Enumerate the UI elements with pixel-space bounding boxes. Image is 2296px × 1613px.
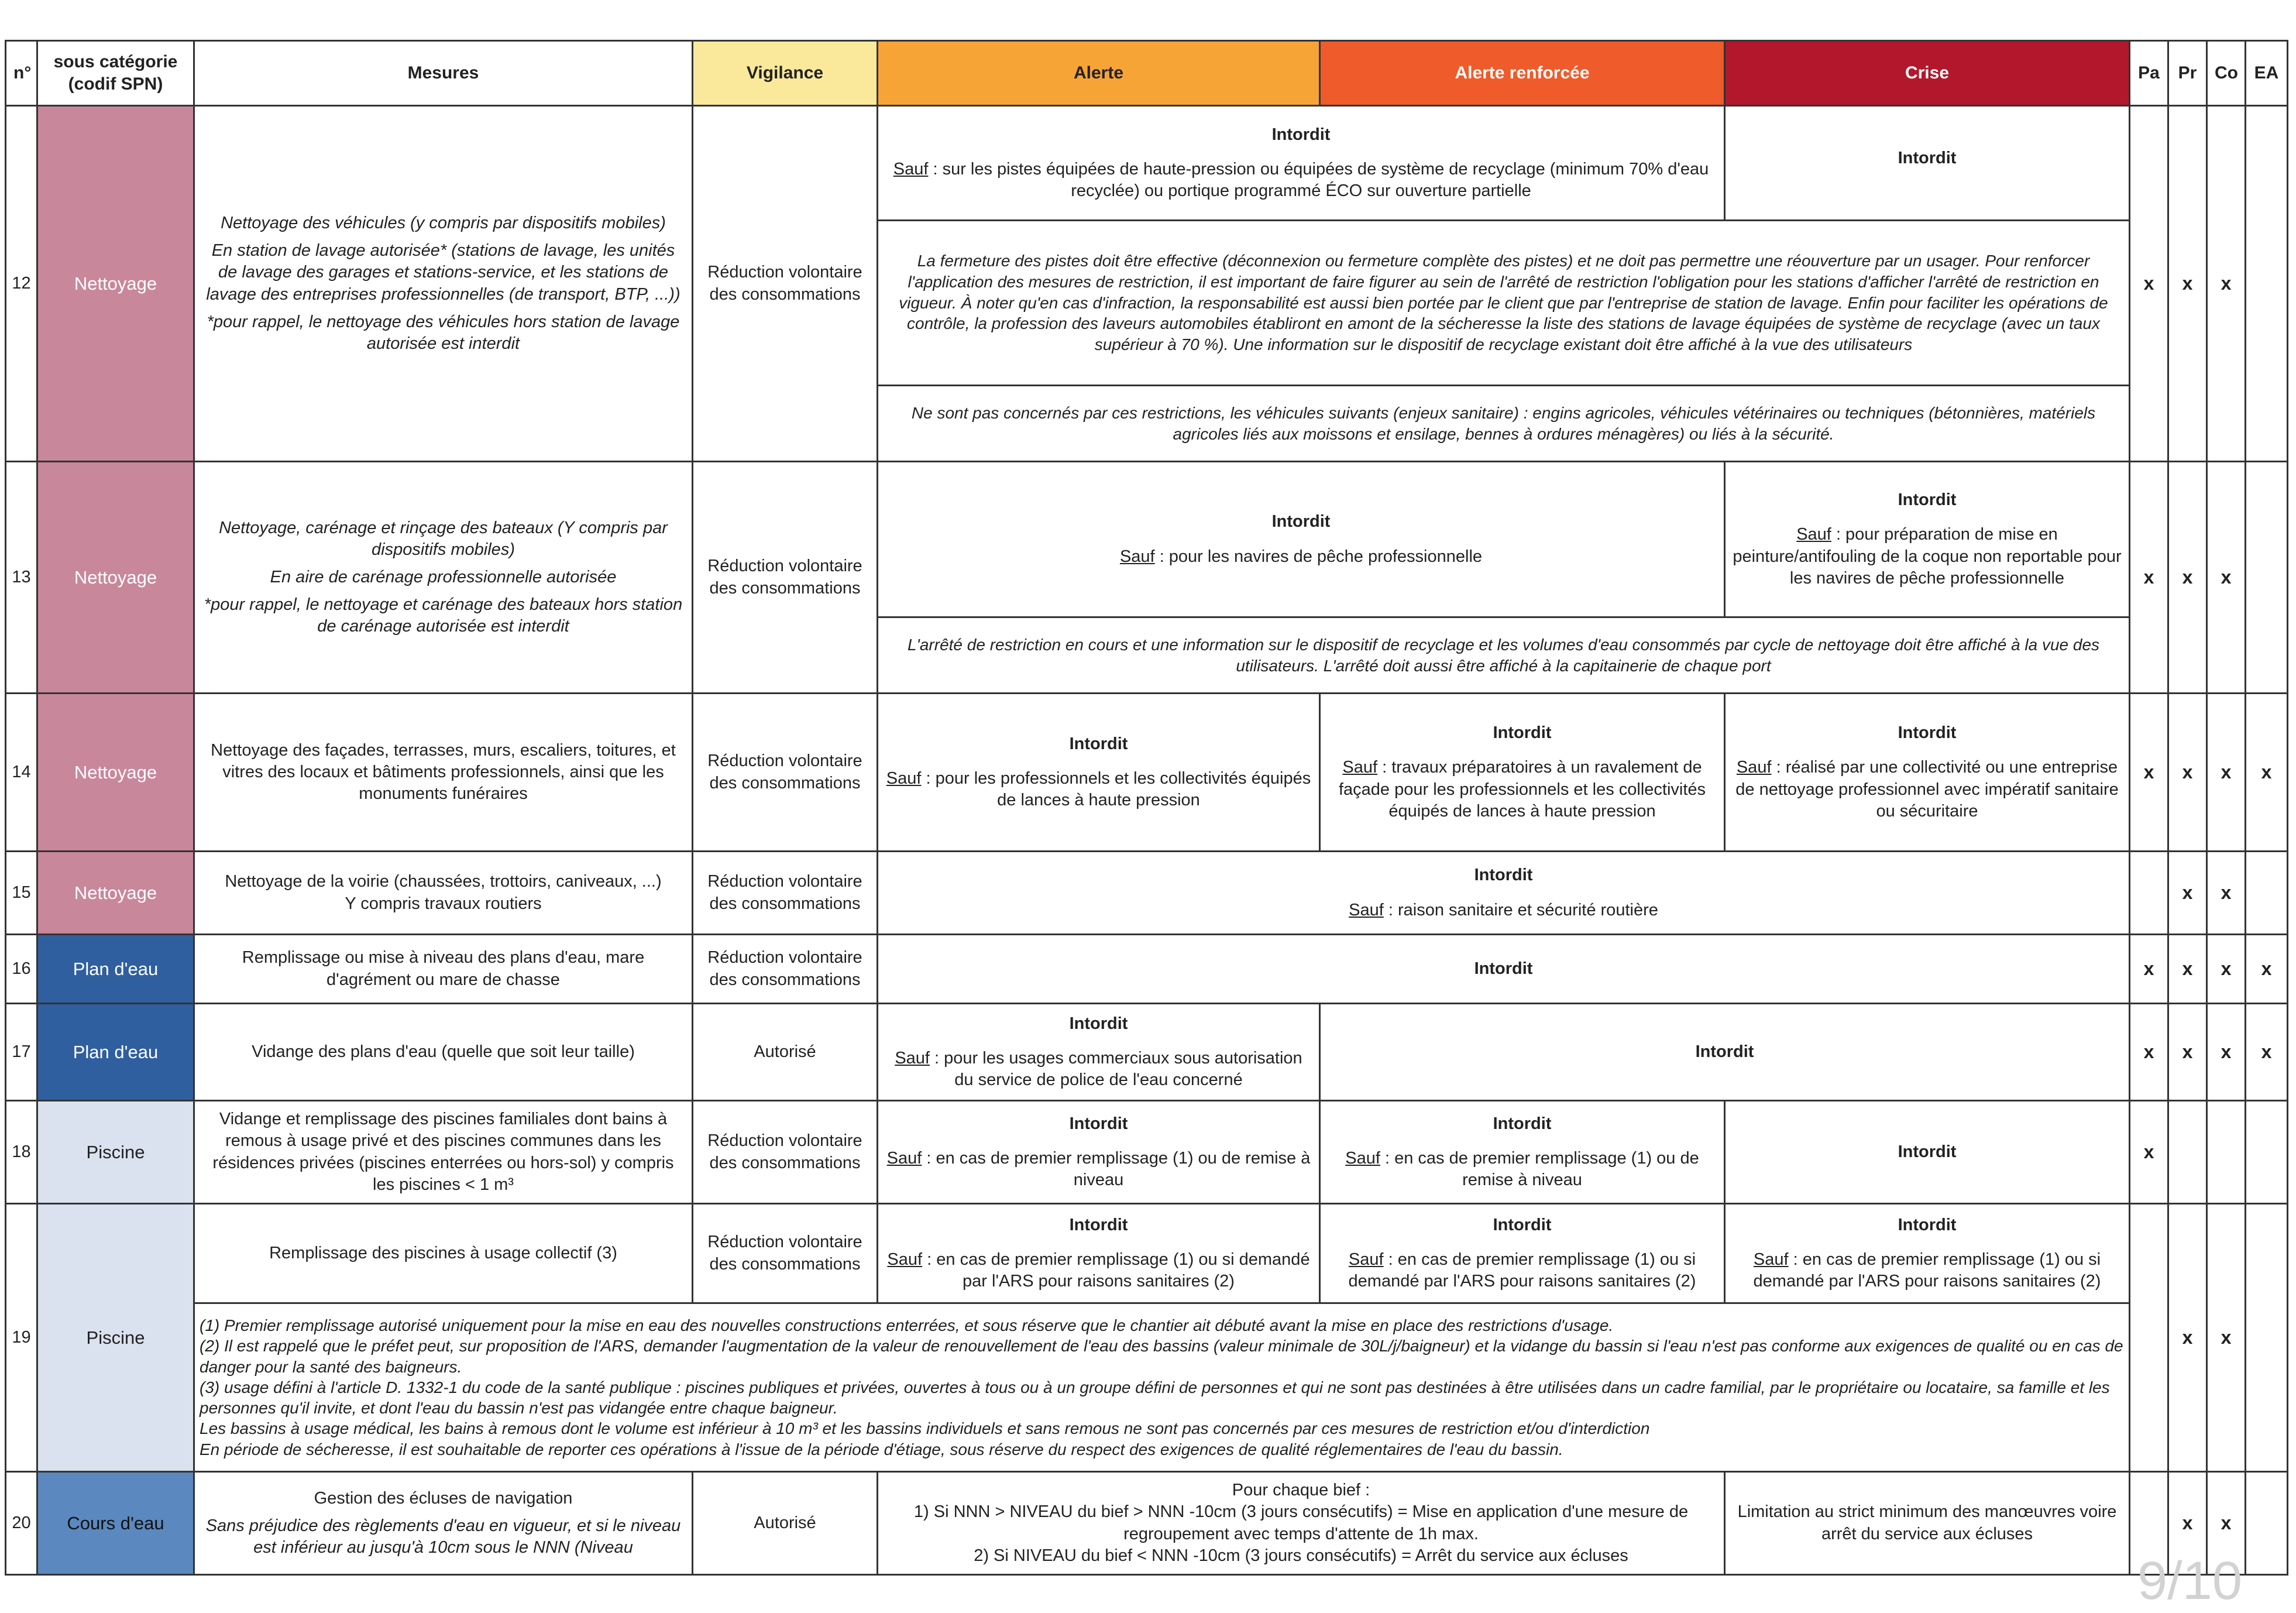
ea-mark — [2246, 852, 2288, 935]
vigilance-cell: Réduction volontaire des consommations — [693, 852, 878, 935]
measure-text: Gestion des écluses de navigation — [314, 1488, 573, 1508]
footnote-1: (1) Premier remplissage autorisé uniquement pour la mise en eau des nouvelles constructions enterrées, et sous réserve que le chantier ait débuté avant la mise en place des restrictions d'usage. — [200, 1316, 1614, 1335]
measure-cell: Vidange et remplissage des piscines familiales dont bains à remous à usage privé et des piscines communes dans les résidences privées (piscines enterrées ou hors-sol) y compris les piscines < 1 m³ — [194, 1101, 693, 1204]
subcategory-cell: Plan d'eau — [37, 1004, 194, 1101]
page-number: 9/10 — [2137, 1551, 2242, 1611]
alerte-cell — [878, 1101, 1320, 1204]
sauf-label: Sauf — [1796, 525, 1831, 544]
co-mark — [2207, 1101, 2246, 1204]
row-number: 20 — [6, 1472, 37, 1575]
ea-mark — [2246, 1101, 2288, 1204]
table-row-17 — [6, 1004, 2288, 1101]
restriction-cell — [878, 852, 2130, 935]
pr-mark: x — [2168, 1472, 2207, 1575]
restriction-title: Intordit — [1271, 512, 1331, 531]
restriction-cell — [878, 462, 1725, 617]
restriction-title: Intordit — [1493, 1215, 1552, 1234]
sauf-label: Sauf — [1348, 1250, 1384, 1269]
crise-cell — [1725, 1204, 2130, 1303]
sauf-label: Sauf — [1345, 1148, 1380, 1168]
co-mark: x — [2207, 462, 2246, 694]
sauf-label: Sauf — [887, 1250, 923, 1269]
sauf-label: Sauf — [893, 159, 929, 179]
col-alerte: Alerte — [878, 41, 1320, 106]
subcategory-cell: Piscine — [37, 1204, 194, 1472]
row-number: 17 — [6, 1004, 37, 1101]
exception-text: : sur les pistes équipées de haute-pression ou équipées de système de recyclage (minimum 70% d'eau recyclée) ou portique programmé ÉCO sur ouverture partielle — [933, 159, 1709, 201]
restriction-title: Intordit — [1069, 1114, 1128, 1133]
exception-text: : en cas de premier remplissage (1) ou de remise à niveau — [926, 1148, 1311, 1190]
vigilance-cell: Réduction volontaire des consommations — [693, 694, 878, 852]
pr-mark — [2168, 1101, 2207, 1204]
pr-mark: x — [2168, 1004, 2207, 1101]
col-pr: Pr — [2168, 41, 2207, 106]
pa-mark: x — [2130, 106, 2168, 462]
vigilance-cell: Réduction volontaire des consommations — [693, 1101, 878, 1204]
table-row-20 — [6, 1472, 2288, 1575]
ea-mark — [2246, 1472, 2288, 1575]
table-row-19 — [6, 1204, 2288, 1303]
exception-text: : en cas de premier remplissage (1) ou si demandé par l'ARS pour raisons sanitaires (2) — [927, 1250, 1310, 1291]
measure-text: Sans préjudice des règlements d'eau en vigueur, et si le niveau est inférieur au jusqu'à 10cm sous le NNN (Niveau — [205, 1516, 681, 1557]
table-row-15 — [6, 852, 2288, 935]
restriction-title: Intordit — [1898, 490, 1957, 510]
table-row-16 — [6, 935, 2288, 1004]
vigilance-cell: Réduction volontaire des consommations — [693, 106, 878, 462]
co-mark: x — [2207, 106, 2246, 462]
row-number: 13 — [6, 462, 37, 694]
restriction-title: Intordit — [1069, 1215, 1128, 1234]
measure-cell — [194, 1472, 693, 1575]
ea-mark — [2246, 1204, 2288, 1472]
pa-mark: x — [2130, 694, 2168, 852]
crise-cell: Limitation au strict minimum des manœuvres voire arrêt du service aux écluses — [1725, 1472, 2130, 1575]
restriction-cell — [878, 106, 1725, 221]
col-pa: Pa — [2130, 41, 2168, 106]
subcategory-cell: Nettoyage — [37, 694, 194, 852]
table-row-13 — [6, 462, 2288, 617]
note-cell: Ne sont pas concernés par ces restrictions, les véhicules suivants (enjeux sanitaire) : engins agricoles, véhicules vétérinaires ou techniques (bétonnières, matériels agricoles liés aux moissons et ensilage, bennes à ordures ménagères) ou liés à la sécurité. — [878, 386, 2130, 462]
restriction-cell — [1725, 106, 2130, 221]
measure-text: *pour rappel, le nettoyage et carénage des bateaux hors station de carénage autorisée est interdit — [204, 595, 683, 636]
note-cell: La fermeture des pistes doit être effective (déconnexion ou fermeture complète des pistes) et ne doit pas permettre une réouverture par un usager. Pour renforcer l'application des mesures de restriction, il est important de faire figurer au sein de l'arrêté de restriction l'obligation pour les stations d'afficher l'arrêté de restriction en vigueur. À noter qu'en cas d'infraction, la responsabilité est aussi bien portée par le client que par l'entreprise de station de lavage. Enfin pour faciliter les opérations de contrôle, la profession des laveurs automobiles établiront en amont de la sécheresse la liste des stations de lavage équipées de système de recyclage (avec un taux supérieur à 70 %). Une information sur le dispositif de recyclage existant doit être affiché à la vue des utilisateurs — [878, 221, 2130, 386]
restriction-title: Intordit — [1898, 149, 1957, 167]
co-mark: x — [2207, 852, 2246, 935]
co-mark: x — [2207, 1472, 2246, 1575]
measure-cell — [194, 106, 693, 462]
note-cell: L'arrêté de restriction en cours et une information sur le dispositif de recyclage et les volumes d'eau consommés par cycle de nettoyage doit être affiché à la vue des utilisateurs. L'arrêté doit aussi être affiché à la capitainerie de chaque port — [878, 617, 2130, 694]
restriction-title: Intordit — [1898, 723, 1957, 743]
measure-cell — [194, 462, 693, 694]
restriction-cell: Intordit — [878, 935, 2130, 1004]
exception-text: : pour les professionnels et les collectivités équipés de lances à haute pression — [926, 768, 1311, 810]
table-row-12 — [6, 106, 2288, 221]
col-num: n° — [6, 41, 37, 106]
row-number: 18 — [6, 1101, 37, 1204]
row-number: 14 — [6, 694, 37, 852]
col-ea: EA — [2246, 41, 2288, 106]
alerte-cell — [878, 1204, 1320, 1303]
exception-text: : réalisé par une collectivité ou une entreprise de nettoyage professionnel avec impératif sanitaire ou sécuritaire — [1735, 758, 2119, 821]
bief-rule-2: 2) Si NIVEAU du bief < NNN -10cm (3 jours consécutifs) = Arrêt du service aux écluses — [974, 1546, 1628, 1565]
restriction-cell: Intordit — [1320, 1004, 2130, 1101]
measure-cell: Vidange des plans d'eau (quelle que soit leur taille) — [194, 1004, 693, 1101]
subcategory-cell: Piscine — [37, 1101, 194, 1204]
col-measures: Mesures — [194, 41, 693, 106]
measure-text: Nettoyage des véhicules (y compris par dispositifs mobiles) — [221, 214, 666, 233]
restriction-title: Intordit — [1474, 866, 1533, 885]
restriction-title: Intordit — [1069, 1014, 1128, 1033]
restriction-title: Intordit — [1898, 1215, 1957, 1234]
alerte-cell — [878, 1004, 1320, 1101]
table-row-14 — [6, 694, 2288, 852]
co-mark: x — [2207, 935, 2246, 1004]
measure-text: Nettoyage de la voirie (chaussées, trottoirs, caniveaux, ...) — [225, 872, 662, 891]
pr-mark: x — [2168, 106, 2207, 462]
restriction-title: Intordit — [1069, 734, 1128, 753]
vigilance-cell: Autorisé — [693, 1004, 878, 1101]
vigilance-cell: Réduction volontaire des consommations — [693, 1204, 878, 1303]
pr-mark: x — [2168, 694, 2207, 852]
alerte-renforcee-cell — [1320, 1204, 1725, 1303]
sauf-label: Sauf — [1736, 758, 1772, 777]
ea-mark: x — [2246, 935, 2288, 1004]
exception-text: : pour les usages commerciaux sous autorisation du service de police de l'eau concerné — [934, 1048, 1302, 1090]
vigilance-cell: Réduction volontaire des consommations — [693, 935, 878, 1004]
sauf-label: Sauf — [1119, 547, 1155, 566]
col-co: Co — [2207, 41, 2246, 106]
measure-text: *pour rappel, le nettoyage des véhicules hors station de lavage autorisée est interdit — [207, 312, 680, 353]
vigilance-cell: Autorisé — [693, 1472, 878, 1575]
pa-mark: x — [2130, 935, 2168, 1004]
pr-mark: x — [2168, 1204, 2207, 1472]
row-number: 19 — [6, 1204, 37, 1472]
restriction-title: Intordit — [1271, 125, 1331, 144]
row-number: 16 — [6, 935, 37, 1004]
col-subcategory: sous catégorie (codif SPN) — [37, 41, 194, 106]
restriction-cell — [878, 1472, 1725, 1575]
sauf-label: Sauf — [1753, 1250, 1789, 1269]
subcategory-cell: Nettoyage — [37, 106, 194, 462]
col-crise: Crise — [1725, 41, 2130, 106]
pa-mark — [2130, 1204, 2168, 1472]
pr-mark: x — [2168, 935, 2207, 1004]
restriction-cell — [1725, 462, 2130, 617]
measure-text: Y compris travaux routiers — [345, 894, 542, 913]
measure-cell — [194, 852, 693, 935]
ea-mark — [2246, 106, 2288, 462]
exception-text: : pour les navires de pêche professionnelle — [1159, 547, 1483, 566]
subcategory-cell: Plan d'eau — [37, 935, 194, 1004]
sauf-label: Sauf — [1342, 758, 1378, 777]
footnote-4: Les bassins à usage médical, les bains à remous dont le volume est inférieur à 10 m³ et les bassins individuels et sans remous ne sont pas concernés par ces mesures de restriction et/ou d'interdiction — [200, 1419, 1650, 1438]
measure-cell: Remplissage des piscines à usage collectif (3) — [194, 1204, 693, 1303]
header-row — [6, 41, 2288, 106]
measure-text: Nettoyage, carénage et rinçage des bateaux (Y compris par dispositifs mobiles) — [219, 518, 668, 559]
subcategory-cell: Nettoyage — [37, 852, 194, 935]
footnotes-cell — [194, 1303, 2130, 1472]
col-alerte-renforcee: Alerte renforcée — [1320, 41, 1725, 106]
exception-text: : en cas de premier remplissage (1) ou si demandé par l'ARS pour raisons sanitaires (2) — [1753, 1250, 2101, 1291]
row-number: 12 — [6, 106, 37, 462]
exception-text: : pour préparation de mise en peinture/antifouling de la coque non reportable pour les navires de pêche professionnelle — [1733, 525, 2122, 588]
co-mark: x — [2207, 694, 2246, 852]
ea-mark: x — [2246, 694, 2288, 852]
crise-cell: Intordit — [1725, 1101, 2130, 1204]
pa-mark: x — [2130, 1101, 2168, 1204]
measure-cell: Nettoyage des façades, terrasses, murs, escaliers, toitures, et vitres des locaux et bâtiments professionnels, ainsi que les monuments funéraires — [194, 694, 693, 852]
ea-mark — [2246, 462, 2288, 694]
ea-mark: x — [2246, 1004, 2288, 1101]
sauf-label: Sauf — [886, 768, 922, 788]
alerte-cell — [878, 694, 1320, 852]
sauf-label: Sauf — [895, 1048, 930, 1068]
pa-mark: x — [2130, 1004, 2168, 1101]
measure-cell: Remplissage ou mise à niveau des plans d'eau, mare d'agrément ou mare de chasse — [194, 935, 693, 1004]
measure-text: En aire de carénage professionnelle autorisée — [270, 567, 617, 586]
exception-text: : en cas de premier remplissage (1) ou de remise à niveau — [1384, 1148, 1699, 1190]
crise-cell — [1725, 694, 2130, 852]
bief-rule-1: 1) Si NNN > NIVEAU du bief > NNN -10cm (3 jours consécutifs) = Mise en application d'une mesure de regroupement avec temps d'attente de 1h max. — [913, 1502, 1689, 1543]
restriction-title: Intordit — [1493, 723, 1552, 743]
pr-mark: x — [2168, 462, 2207, 694]
bief-title: Pour chaque bief : — [1232, 1481, 1370, 1500]
exception-text: : raison sanitaire et sécurité routière — [1388, 900, 1658, 919]
subcategory-cell: Cours d'eau — [37, 1472, 194, 1575]
restriction-table — [5, 40, 2288, 1576]
table-row-19-notes — [6, 1303, 2288, 1472]
restriction-title: Intordit — [1493, 1114, 1552, 1133]
alerte-renforcee-cell — [1320, 1101, 1725, 1204]
measure-text: En station de lavage autorisée* (stations de lavage, les unités de lavage des garages et stations-service, et les stations de lavage des entreprises professionnelles (de transport, BTP, ...)) — [206, 241, 680, 304]
footnote-3: (3) usage défini à l'article D. 1332-1 du code de la santé publique : piscines publiques et privées, ouvertes à tous ou à un groupe défini de personnes et qui ne sont pas destinées à être utilisées dans un cadre familial, par le propriétaire ou locataire, sa famille et les personnes qu'il invite, et dont l'eau du bassin n'est pas vidangée entre chaque baigneur. — [200, 1378, 2110, 1418]
col-vigilance: Vigilance — [693, 41, 878, 106]
vigilance-cell: Réduction volontaire des consommations — [693, 462, 878, 694]
footnote-5: En période de sécheresse, il est souhaitable de reporter ces opérations à l'issue de la période d'étiage, sous réserve du respect des exigences de qualité réglementaires de l'eau du bassin. — [200, 1440, 1563, 1458]
pr-mark: x — [2168, 852, 2207, 935]
pa-mark: x — [2130, 462, 2168, 694]
sauf-label: Sauf — [1349, 900, 1384, 919]
alerte-renforcee-cell — [1320, 694, 1725, 852]
row-number: 15 — [6, 852, 37, 935]
subcategory-cell: Nettoyage — [37, 462, 194, 694]
co-mark: x — [2207, 1004, 2246, 1101]
sauf-label: Sauf — [886, 1148, 922, 1168]
exception-text: : travaux préparatoires à un ravalement de façade pour les professionnels et les collectivités équipés de lances à haute pression — [1338, 758, 1706, 821]
table-row-18 — [6, 1101, 2288, 1204]
exception-text: : en cas de premier remplissage (1) ou si demandé par l'ARS pour raisons sanitaires (2) — [1348, 1250, 1696, 1291]
co-mark: x — [2207, 1204, 2246, 1472]
footnote-2: (2) Il est rappelé que le préfet peut, sur proposition de l'ARS, demander l'augmentation de la valeur de renouvellement de l'eau des bassins (valeur minimale de 30L/j/baigneur) et la vidange du bassin si l'eau n'est pas conforme aux exigences de qualité ou en cas de danger pour la santé des baigneurs. — [200, 1337, 2123, 1376]
pa-mark — [2130, 852, 2168, 935]
